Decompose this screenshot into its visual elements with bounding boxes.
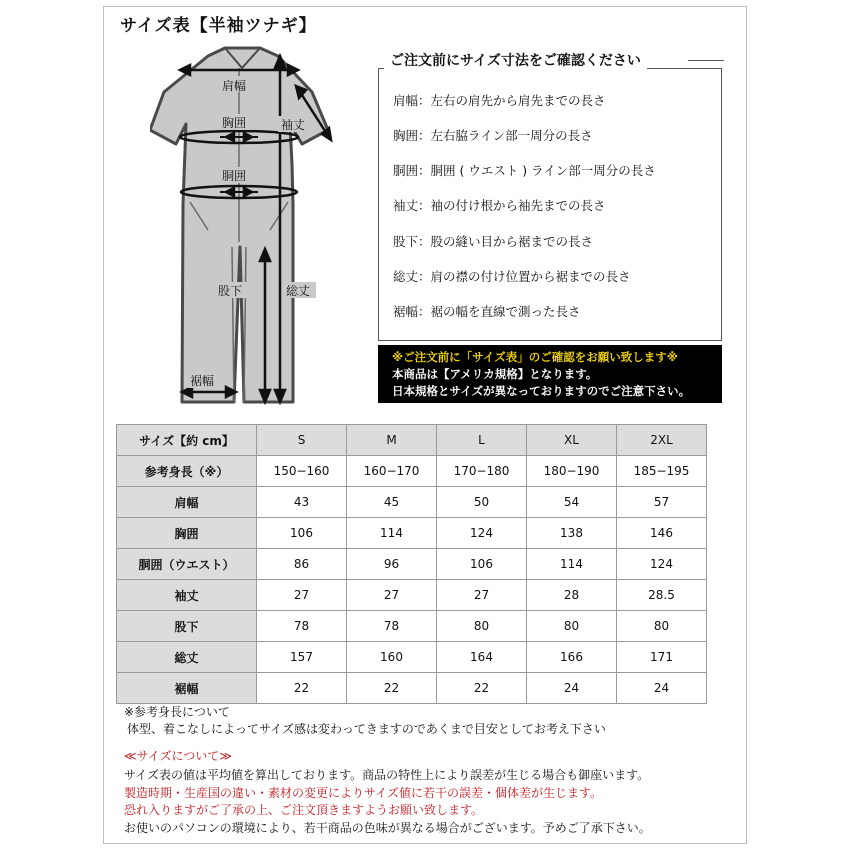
note-item: 肩幅：左右の肩先から肩先までの長さ [393,93,606,108]
table-row [117,456,707,487]
table-cell: 24 [527,673,617,704]
table-cell: 171 [617,642,707,673]
size-note-line: 恐れ入りますがご了承の上、ご注文頂きますようお願い致します。 [124,803,484,817]
table-cell: 150−160 [257,456,347,487]
row-label: 参考身長（※） [117,456,257,487]
shoulder-arrow-left [180,65,190,75]
table-cell: 114 [527,549,617,580]
warning-line-1: ※ご注文前に「サイズ表」のご確認をお願い致します※ [392,350,678,364]
label-inseam: 股下 [218,284,243,298]
table-row [117,518,707,549]
table-cell: 124 [617,549,707,580]
table-cell: 86 [257,549,347,580]
table-cell: 27 [437,580,527,611]
table-cell: 114 [347,518,437,549]
table-corner-cell: サイズ【約 cm】 [117,425,257,456]
table-cell: 24 [617,673,707,704]
notes-heading: ご注文前にサイズ寸法をご確認ください [384,50,647,70]
table-row [117,487,707,518]
table-cell: 50 [437,487,527,518]
table-cell: 28.5 [617,580,707,611]
table-cell: 146 [617,518,707,549]
table-cell: 124 [437,518,527,549]
note-item: 胸囲：左右脇ライン部一周分の長さ [393,128,593,143]
american-sizing-warning [378,345,722,403]
table-cell: 164 [437,642,527,673]
label-sleeve: 袖丈 [281,118,306,132]
table-cell: 160 [347,642,437,673]
table-cell: 22 [347,673,437,704]
warning-line-2: 本商品は【アメリカ規格】となります。 [392,367,598,381]
row-label: 胸囲 [117,518,257,549]
table-cell: 22 [437,673,527,704]
table-row [117,642,707,673]
table-row [117,580,707,611]
reference-height-body: 体型、着こなしによってサイズ感は変わってきますのであくまで目安としてお考え下さい [127,722,606,736]
table-cell: 106 [257,518,347,549]
label-shoulder: 肩幅 [222,79,247,93]
label-waist: 胴囲 [222,169,247,183]
size-note-line: 製造時期・生産国の違い・素材の変更によりサイズ値に若干の誤差・個体差が生じます。 [124,786,603,800]
note-item: 袖丈：袖の付け根から袖先までの長さ [393,198,606,213]
table-cell: 180−190 [527,456,617,487]
table-cell: 80 [437,611,527,642]
size-header: XL [527,425,617,456]
size-header: L [437,425,527,456]
size-header: M [347,425,437,456]
table-cell: 27 [347,580,437,611]
table-cell: 96 [347,549,437,580]
warning-line-3: 日本規格とサイズが異なっておりますのでご注意下さい。 [392,384,691,398]
page-title: サイズ表【半袖ツナギ】 [120,16,317,36]
table-cell: 106 [437,549,527,580]
row-label: 裾幅 [117,673,257,704]
table-row [117,673,707,704]
table-cell: 185−195 [617,456,707,487]
note-item: 股下：股の縫い目から裾までの長さ [393,234,594,249]
table-cell: 43 [257,487,347,518]
table-header-row [117,425,707,456]
table-cell: 157 [257,642,347,673]
size-header: S [257,425,347,456]
size-about-title: ≪サイズについて≫ [124,749,232,763]
table-cell: 80 [527,611,617,642]
label-length: 総丈 [286,284,311,298]
size-table [116,424,707,704]
table-row [117,611,707,642]
table-cell: 80 [617,611,707,642]
size-note-line: サイズ表の値は平均値を算出しております。商品の特性上により誤差が生じる場合も御座います。 [124,768,650,782]
coverall-diagram [150,42,340,412]
table-cell: 57 [617,487,707,518]
table-cell: 166 [527,642,617,673]
size-header: 2XL [617,425,707,456]
table-cell: 22 [257,673,347,704]
table-cell: 78 [347,611,437,642]
row-label: 肩幅 [117,487,257,518]
row-label: 総丈 [117,642,257,673]
note-item: 胴囲：胴囲 ( ウエスト ) ライン部一周分の長さ [393,163,656,178]
note-item: 総丈：肩の襟の付け位置から裾までの長さ [393,269,631,284]
row-label: 股下 [117,611,257,642]
table-cell: 160−170 [347,456,437,487]
table-row [117,549,707,580]
table-cell: 138 [527,518,617,549]
table-cell: 170−180 [437,456,527,487]
table-cell: 45 [347,487,437,518]
reference-height-title: ※参考身長について [124,705,230,719]
table-cell: 54 [527,487,617,518]
row-label: 胴囲（ウエスト） [117,549,257,580]
table-cell: 28 [527,580,617,611]
size-note-line: お使いのパソコンの環境により、若干商品の色味が異なる場合がございます。予めご了承下さい。 [124,821,651,835]
label-hem: 裾幅 [190,374,215,388]
table-cell: 78 [257,611,347,642]
notes-heading-rule [688,60,724,61]
row-label: 袖丈 [117,580,257,611]
note-item: 裾幅：裾の幅を直線で測った長さ [393,304,581,319]
label-chest: 胸囲 [222,116,247,130]
table-cell: 27 [257,580,347,611]
